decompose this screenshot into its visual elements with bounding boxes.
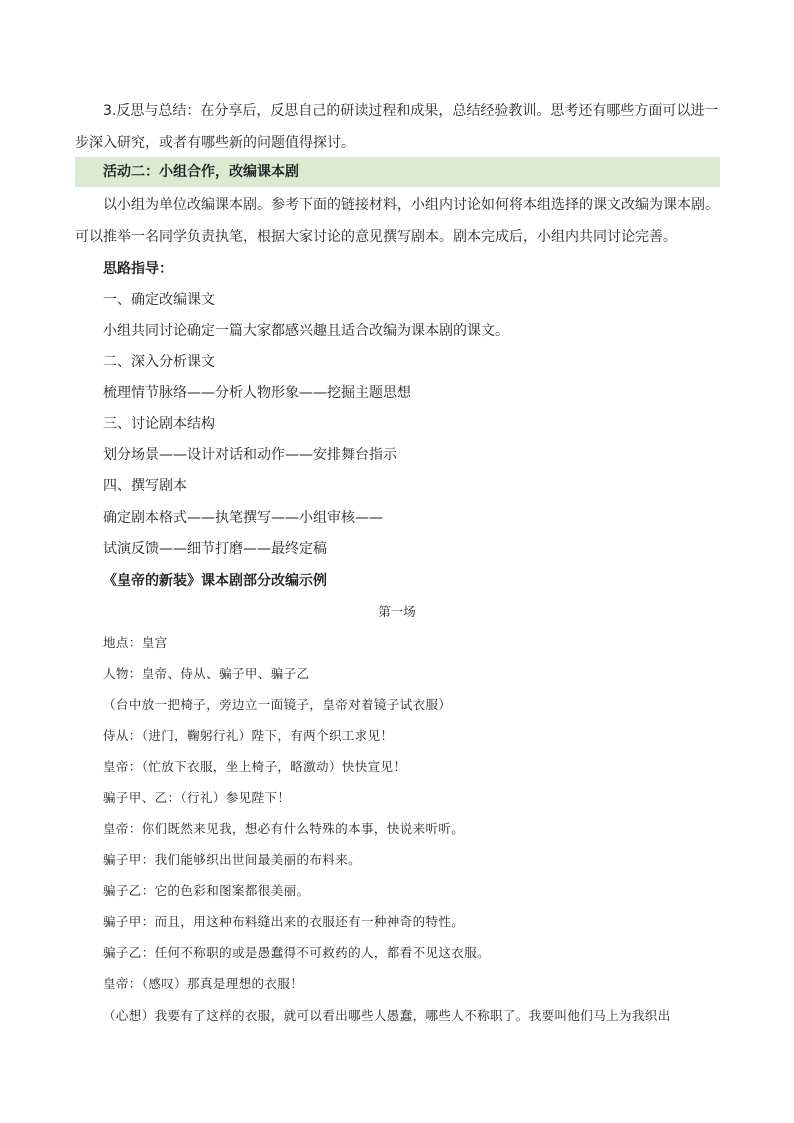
activity-paragraph-line-2: 可以推举一名同学负责执笔，根据大家讨论的意见撰写剧本。剧本完成后，小组内共同讨论完善。	[75, 229, 677, 245]
script-line: 皇帝：你们既然来见我，想必有什么特殊的本事，快说来听听。	[103, 821, 465, 836]
guide-item: 划分场景——设计对话和动作——安排舞台指示	[103, 447, 397, 463]
guide-item: 一、确定改编课文	[103, 292, 215, 308]
script-line: 骗子乙：任何不称职的或是愚蠢得不可救药的人，都看不见这衣服。	[103, 945, 491, 960]
script-line: 骗子甲、乙：（行礼）参见陛下！	[103, 790, 291, 805]
guide-item: 梳理情节脉络——分析人物形象——挖掘主题思想	[103, 385, 411, 401]
script-line: 地点：皇宫	[103, 635, 168, 650]
script-line: 骗子甲：我们能够织出世间最美丽的布料来。	[103, 852, 362, 867]
guide-item: 四、撰写剧本	[103, 478, 187, 494]
guide-item: 三、讨论剧本结构	[103, 416, 215, 432]
reflection-paragraph-line-2: 步深入研究，或者有哪些新的问题值得探讨。	[75, 135, 355, 151]
activity-heading: 活动二：小组合作，改编课本剧	[103, 164, 299, 180]
script-line: 皇帝：（感叹）那真是理想的衣服！	[103, 976, 304, 991]
script-line: 侍从：（进门，鞠躬行礼）陛下，有两个织工求见！	[103, 728, 394, 743]
activity-paragraph-line-1: 以小组为单位改编课本剧。参考下面的链接材料，小组内讨论如何将本组选择的课文改编为课本剧。	[103, 197, 719, 213]
guide-heading: 思路指导：	[103, 261, 173, 277]
guide-item: 小组共同讨论确定一篇大家都感兴趣且适合改编为课本剧的课文。	[103, 323, 509, 339]
script-line: 骗子甲：而且，用这种布料缝出来的衣服还有一种神奇的特性。	[103, 914, 465, 929]
stage-direction: （台中放一把椅子，旁边立一面镜子，皇帝对着镜子试衣服）	[103, 697, 452, 712]
script-line: （心想）我要有了这样的衣服，就可以看出哪些人愚蠢，哪些人不称职了。我要叫他们马上为我织出	[103, 1008, 671, 1023]
script-line: 骗子乙：它的色彩和图案都很美丽。	[103, 883, 310, 898]
example-heading: 《皇帝的新装》课本剧部分改编示例	[103, 573, 327, 589]
script-line: 人物：皇帝、侍从、骗子甲、骗子乙	[103, 666, 310, 681]
guide-item: 确定剧本格式——执笔撰写——小组审核——	[103, 510, 383, 526]
guide-item: 试演反馈——细节打磨——最终定稿	[103, 541, 327, 557]
guide-item: 二、深入分析课文	[103, 354, 215, 370]
scene-title: 第一场	[378, 604, 416, 619]
reflection-paragraph-line-1: 3.反思与总结：在分享后，反思自己的研读过程和成果，总结经验教训。思考还有哪些方面可以进一	[103, 103, 719, 119]
script-line: 皇帝：（忙放下衣服，坐上椅子，略激动）快快宣见！	[103, 759, 407, 774]
